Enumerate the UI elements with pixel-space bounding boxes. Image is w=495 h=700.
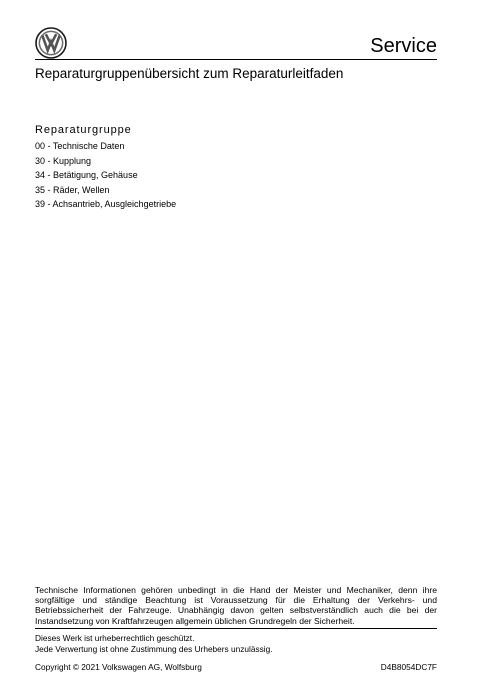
- repair-group-item[interactable]: 30 - Kupplung: [35, 155, 92, 166]
- header-divider: [35, 59, 437, 60]
- repair-group-item[interactable]: 00 - Technische Daten: [35, 141, 125, 151]
- vw-logo-icon: [35, 27, 67, 59]
- footer-divider: [35, 628, 437, 629]
- document-id: D4B8054DC7F: [380, 662, 437, 672]
- copyright-notice-line-1: Dieses Werk ist urheberrechtlich geschützt.: [35, 633, 195, 643]
- copyright: Copyright © 2021 Volkswagen AG, Wolfsburg: [35, 662, 202, 672]
- safety-notice: Technische Informationen gehören unbedingt in die Hand der Meister und Mechaniker, denn ihre sorgfältige und ständige Beachtung ist Voraussetzung für die Erhaltung der Verkehrs- und Betriebssicherheit der Fahrzeuge. Unabhängig davon gelten selbstverständlich auch die bei der Instandsetzung von Kraftfahrzeugen allgemein üblichen Grundregeln der Sicherheit.: [35, 585, 437, 626]
- repair-group-list: [35, 141, 176, 214]
- repair-group-item[interactable]: 39 - Achsantrieb, Ausgleichgetriebe: [35, 199, 177, 209]
- repair-group-item[interactable]: 34 - Betätigung, Gehäuse: [35, 170, 138, 180]
- repair-group-heading: Reparaturgruppe: [35, 124, 132, 136]
- document-title: Reparaturgruppenübersicht zum Reparaturleitfaden: [35, 66, 344, 81]
- copyright-notice: [35, 633, 273, 655]
- section-title: Service: [370, 35, 437, 57]
- repair-group-item[interactable]: 35 - Räder, Wellen: [35, 184, 110, 195]
- copyright-notice-line-2: Jede Verwertung ist ohne Zustimmung des Urhebers unzulässig.: [35, 644, 273, 654]
